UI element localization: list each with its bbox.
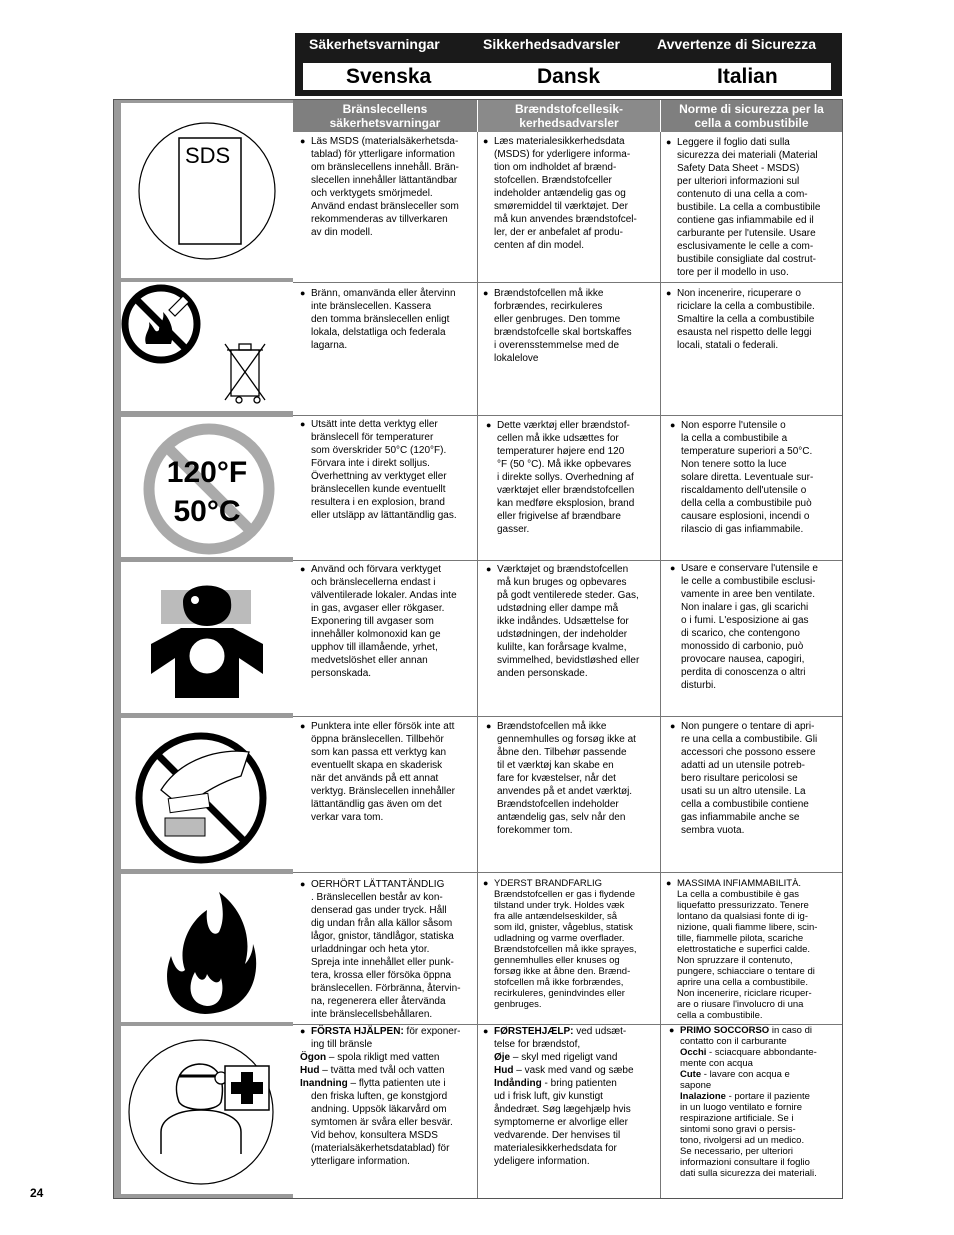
column-divider	[477, 132, 478, 1198]
temp-fahrenheit: 120°F	[166, 456, 248, 489]
bullet: ●	[300, 564, 306, 574]
bullet: ●	[670, 563, 676, 573]
header-title-da: Sikkerhedsadvarsler	[483, 36, 620, 52]
bullet: ●	[666, 137, 672, 147]
first-aid-da: ● FØRSTEHJÆLP: ved udsæt- telse for brændstof, Øje – skyl med rigeligt vand Hud – vask med vand og sæbe Indånding - bring patienten ud i frisk luft, giv kunstigt åndedræt. Søg lægehjælp hvis symptomerne er alvorlige eller vedvarende. Der henvises til materialesikkerhedsdata for ydeligere information.	[483, 1026, 634, 1167]
column-header-it: Norme di sicurezza per la cella a combustibile	[661, 99, 842, 132]
row-divider	[293, 872, 842, 873]
flame-icon	[121, 874, 293, 1022]
no-burn-recycle-icon	[121, 282, 293, 411]
language-name-it: Italian	[717, 65, 778, 88]
warning-sv-flammable: ● OERHÖRT LÄTTANTÄNDLIG . Bränslecellen består av kon- denserad gas under tryck. Håll dig undan från alla källor såsom lågor, gnistor, tändlågor, statiska urladdningar och heta ytor. Spreja inte innehållet eller punk- tera, krossa eller försöka öppna bränslecellen. Förbränna, återvin- na, regenerera eller återvända inte bränslecellsbehållaren.	[300, 879, 461, 1020]
row-divider	[293, 716, 842, 717]
bullet: ●	[483, 878, 489, 888]
column-divider	[660, 132, 661, 1198]
bullet: ●	[300, 879, 306, 889]
bullet: ●	[486, 420, 492, 430]
warning-it-disposal: ● Non incenerire, ricuperare o riciclare la cella a combustibile. Smaltire la cella a combustibile esausta nel rispetto delle leggi locali, statali o federali.	[666, 288, 815, 351]
first-aid-sv: ● FÖRSTA HJÄLPEN: för exponer- ing till bränsle Ögon – spola rikligt med vatten Hud – tvätta med tvål och vatten Inandning – flytta patienten ute i den friska luften, ge konstgjord andning. Uppsök läkarvård om symtomen är svåra eller besvär. Vid behov, konsultera MSDS (materialsäkerhetsdatablad) för ytterligare information.	[300, 1026, 461, 1167]
no-puncture-icon	[121, 718, 293, 869]
row-divider	[293, 560, 842, 561]
bullet: ●	[483, 136, 489, 146]
bullet: ●	[300, 419, 306, 429]
first-aid-it: ● PRIMO SOCCORSO in caso di contatto con il carburante Occhi - sciacquare abbondante- mente con acqua Cute - lavare con acqua e sapone Inalazione - portare il paziente in un luogo ventilato e fornire respirazione artificiale. Se i sintomi sono gravi o persis- tono, rivolgersi ad un medico. Se necessario, per ulteriori informazioni consultare il foglio dati sulla sicurezza dei materiali.	[669, 1025, 817, 1179]
warning-da-flammable: ● YDERST BRANDFARLIG Brændstofcellen er gas i flydende tilstand under tryk. Holdes væk fra alle antændelseskilder, så som ild, gnister, vågeblus, statisk udladning og varme overflader. Brændstofcellen må ikke sprayes, gennemhulles eller knuses og forsøg ikke at åbne den. Brænd- stofcellen må ikke forbrændes, recirkuleres, genindvindes eller genbruges.	[483, 878, 637, 1010]
sds-icon	[121, 103, 293, 278]
warning-sv-ventilation: ● Använd och förvara verktyget och bränslecellerna endast i välventilerade lokaler. Andas inte in gas, avgaser eller rökgaser. Exponering till avgaser som innehåller kolmonoxid kan ge upphov till illamående, yrhet, medvetslöshet eller annan personskada.	[300, 564, 457, 679]
warning-sv-msds: ● Läs MSDS (materialsäkerhetsda- tablad) för ytterligare information om bränslecellens innehåll. Brän- slecellen innehåller lättantändbar och verktygets smörjmedel. Använd endast bränsleceller som rekommenderas av tillverkaren av din modell.	[300, 136, 459, 238]
warning-it-flammable: ● MASSIMA INFIAMMABILITÀ. La cella a combustibile è gas liquefatto pressurizzato. Tenere lontano da qualsiasi fonte di ig- nizione, quali fiamme libere, scin- tille, fiammelle pilota, scariche elettrostatiche e superfici calde. Non spruzzare il contenuto, pungere, schiacciare o tentare di aprire una cella a combustibile. Non incenerire, riciclare ricuper- are o riusare l'involucro di una cella a combustibile.	[666, 878, 818, 1021]
warning-da-msds: ● Læs materialesikkerhedsdata (MSDS) for yderligere informa- tion om indholdet af brænd- stofcellen. Brændstofceller indeholder antændelig gas og smøremiddel til værktøjet. Der må kun anvendes brændstofcel- ler, der er anbefalet af produ- centen af din model.	[483, 136, 637, 251]
warning-da-temperature: ● Dette værktøj eller brændstof- cellen må ikke udsættes for temperaturer højere end 120 °F (50 °C). Må ikke opbevares i direkte sollys. Overhedning af værktøjet eller brændstofcellen kan medføre eksplosion, brand eller frigivelse af brændbare gasser.	[486, 420, 635, 535]
bullet: ●	[666, 878, 672, 888]
language-name-da: Dansk	[537, 65, 601, 88]
bullet: ●	[483, 1026, 489, 1036]
page-number: 24	[30, 1186, 44, 1200]
temperature-limit-icon	[121, 417, 293, 557]
warning-da-ventilation: ● Værktøjet og brændstofcellen må kun bruges og opbevares på godt ventilerede steder. Gas, udstødning eller dampe må ikke indåndes. Udsættelse for udstødningen, der indeholder kulilte, kan forårsage kvalme, svimmelhed, bevidstløshed eller anden personskade.	[486, 564, 640, 679]
bullet: ●	[486, 564, 492, 574]
row-divider	[293, 282, 842, 283]
warning-it-temperature: ● Non esporre l'utensile o la cella a combustibile a temperature superiori a 50°C. Non tenere sotto la luce solare diretta. Leventuale sur- riscaldamento dell'utensile o della cella a combustibile può causare esplosioni, incendi o rilascio di gas infiammabile.	[670, 420, 814, 535]
warning-it-puncture: ● Non pungere o tentare di apri- re una cella a combustibile. Gli accessori che possono essere adatti ad un utensile potreb- bero risultare pericolosi se usati su un altro utensile. La cella a combustibile contiene gas infiammabile anche se sembra vuota.	[670, 721, 818, 836]
bullet: ●	[300, 288, 306, 298]
warning-sv-puncture: ● Punktera inte eller försök inte att öppna bränslecellen. Tillbehör som kan passa ett verktyg kan eventuellt skapa en skaderisk när det används på ett annat verktyg. Bränslecellen innehåller lättantändlig gas även om det verkar vara tom.	[300, 721, 455, 823]
header-title-it: Avvertenze di Sicurezza	[657, 36, 816, 52]
bullet: ●	[670, 721, 676, 731]
warning-da-disposal: ● Brændstofcellen må ikke forbrændes, recirkuleres eller genbruges. Den tomme brændstofcelle skal bortskaffes i overensstemmelse med de lokalelove	[483, 288, 632, 364]
safety-table	[113, 99, 842, 1198]
temp-celsius: 50°C	[173, 495, 241, 528]
row-divider	[293, 415, 842, 416]
header-language-names-row	[303, 63, 831, 90]
warning-it-msds: ● Leggere il foglio dati sulla sicurezza dei materiali (Material Safety Data Sheet - MSDS) per ulteriori informazioni sul contenuto di una cella a com- bustibile. La cella a combustibile contiene gas infiammabile ed il carburante per l'utensile. Usare esclusivamente le celle a com- bustibile consigliate dal costrut- tore per il modello in uso.	[666, 137, 821, 278]
bullet: ●	[670, 420, 676, 430]
bullet: ●	[666, 288, 672, 298]
warning-da-puncture: ● Brændstofcellen må ikke gennemhulles og forsøg ikke at åbne den. Tilbehør passende til et værktøj kan skabe en fare for kvæstelser, når det anvendes på et andet værktøj. Brændstofcellen indeholder antændelig gas, selv når den forekommer tom.	[486, 721, 636, 836]
bullet: ●	[669, 1025, 675, 1035]
bullet: ●	[300, 1026, 306, 1036]
column-header-sv: Bränslecellens säkerhetsvarningar	[293, 99, 477, 132]
warning-sv-temperature: ● Utsätt inte detta verktyg eller bränslecell för temperaturer som överskrider 50°C (120°F). Förvara inte i direkt solljus. Överhettning av verktyget eller bränslecellen kunde eventuellt resultera i en explosion, brand eller utsläpp av lättantändlig gas.	[300, 419, 457, 521]
language-header-bar	[295, 33, 842, 96]
language-name-sv: Svenska	[346, 65, 432, 88]
bullet: ●	[483, 288, 489, 298]
column-header-da: Brændstofcellesik- kerhedsadvarsler	[478, 99, 660, 132]
bullet: ●	[486, 721, 492, 731]
bullet: ●	[300, 721, 306, 731]
warning-sv-disposal: ● Bränn, omanvända eller återvinn inte bränslecellen. Kassera den tomma bränslecellen enligt lokala, delstatliga och federala lagarna.	[300, 288, 456, 351]
sds-label: SDS	[185, 143, 231, 168]
warning-it-ventilation: ● Usare e conservare l'utensile e le celle a combustibile esclusi- vamente in aree ben ventilate. Non inalare i gas, gli scarichi o i fumi. L'esposizione ai gas di scarico, che contengono monossido di carbonio, può provocare nausea, capogiri, perdita di conoscenza o altri disturbi.	[670, 563, 818, 691]
header-title-sv: Säkerhetsvarningar	[309, 36, 440, 52]
header-titles-row	[295, 36, 842, 58]
ventilation-warning-icon	[121, 562, 293, 713]
bullet: ●	[300, 136, 306, 146]
first-aid-icon	[121, 1026, 293, 1194]
